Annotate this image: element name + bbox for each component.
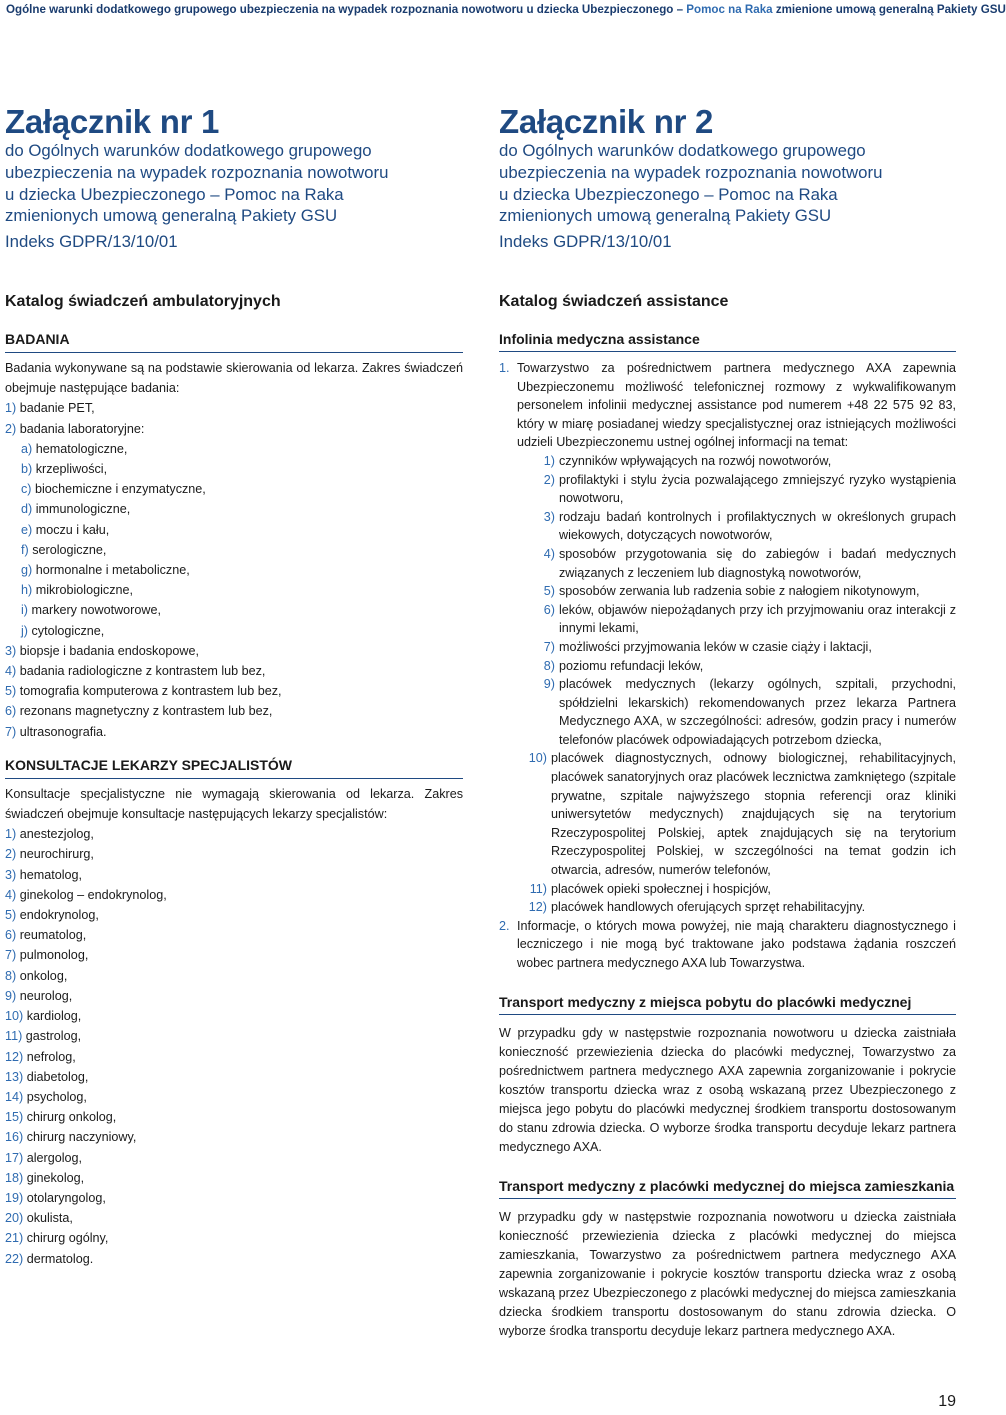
list-item — [499, 675, 956, 749]
list-marker: h) — [21, 583, 33, 598]
list-item — [499, 657, 956, 676]
transport1-text: W przypadku gdy w następstwie rozpoznania nowotworu u dziecka zaistniała konieczność przewiezienia dziecka do placówki medycznej, Towarzystwo za pośrednictwem partnera medycznego AXA zapewnia zorganizowanie i pokrycie kosztów transportu dziecka wraz z osobą wskazaną przez Ubezpieczonego z miejsca jego pobytu do placówki medycznej środkiem transportu dostosowanym do stanu zdrowia dziecka. O wyborze środka transportu decyduje lekarz partnera medycznego AXA. — [499, 1025, 956, 1154]
header-text-end: zmienione umową generalną Pakiety GSU — [772, 3, 1006, 16]
list-item-text: pulmonolog, — [19, 948, 89, 963]
list-item-text: hematologiczne, — [35, 441, 128, 456]
list-item — [499, 601, 956, 638]
list-marker: 5) — [5, 908, 17, 923]
list-item-text: czynników wpływających na rozwój nowotworów, — [559, 453, 832, 468]
list-item — [21, 600, 463, 620]
list-marker: 4) — [5, 664, 17, 679]
list-item-text: neurolog, — [19, 988, 73, 1003]
list-marker: 7) — [5, 724, 17, 739]
list-item-text: immunologiczne, — [35, 502, 131, 517]
list-marker: 5) — [543, 584, 555, 599]
paragraph-number: 2. — [499, 918, 510, 933]
annex2-subtitle-line: zmienionych umową generalną Pakiety GSU — [499, 206, 832, 226]
list-marker: 7) — [5, 948, 17, 963]
list-item — [5, 1127, 463, 1147]
list-marker: 20) — [5, 1211, 24, 1226]
list-marker: 6) — [543, 602, 555, 617]
list-marker: c) — [21, 482, 32, 497]
list-item — [21, 459, 463, 479]
list-item — [21, 560, 463, 580]
list-item-text: otolaryngolog, — [26, 1190, 106, 1205]
list-item-text: mikrobiologiczne, — [35, 583, 133, 598]
list-item-text: profilaktyki i stylu życia pozwalającego zmniejszyć ryzyko wystąpienia nowotworu, — [559, 472, 956, 506]
list-marker: 21) — [5, 1231, 24, 1246]
list-item — [5, 1228, 463, 1248]
list-marker: 5) — [5, 684, 17, 699]
list-item-text: diabetolog, — [26, 1069, 89, 1084]
list-item-text: placówek handlowych oferujących sprzęt rehabilitacyjny. — [551, 900, 866, 915]
list-item — [5, 824, 463, 844]
list-item-text: hormonalne i metaboliczne, — [35, 563, 190, 578]
transport2-section — [499, 1177, 956, 1341]
list-item-text: nefrolog, — [26, 1049, 76, 1064]
list-item-text: tomografia komputerowa z kontrastem lub bez, — [19, 684, 282, 699]
list-marker: 12) — [528, 900, 547, 915]
list-item-text: badania radiologiczne z kontrastem lub bez, — [19, 664, 266, 679]
annex1-subtitle — [5, 140, 388, 227]
list-item-text: reumatolog, — [19, 928, 87, 943]
list-marker: 18) — [5, 1170, 24, 1185]
list-item — [499, 471, 956, 508]
list-marker: 22) — [5, 1251, 24, 1266]
list-marker: 9) — [543, 677, 555, 692]
list-item-text: dermatolog. — [26, 1251, 94, 1266]
list-item — [5, 1047, 463, 1067]
annex1-index: Indeks GDPR/13/10/01 — [5, 232, 178, 251]
list-item — [499, 452, 956, 471]
list-marker: 11) — [529, 881, 547, 896]
konsultacje-heading: KONSULTACJE LEKARZY SPECJALISTÓW — [5, 756, 463, 779]
annex1-subtitle-line: ubezpieczenia na wypadek rozpoznania nowotworu — [5, 162, 389, 182]
annex1-subtitle-line: zmienionych umową generalną Pakiety GSU — [5, 206, 338, 226]
list-item — [5, 1168, 463, 1188]
list-item — [499, 582, 956, 601]
transport1-section — [499, 993, 956, 1157]
badania-list — [5, 398, 463, 438]
list-item — [499, 880, 956, 899]
infolinia-paragraph-1 — [499, 359, 956, 452]
list-marker: 16) — [5, 1130, 24, 1145]
list-item-text: chirurg onkolog, — [26, 1110, 117, 1125]
list-item — [5, 398, 463, 418]
list-item — [499, 898, 956, 917]
list-marker: 3) — [5, 867, 17, 882]
list-item-text: placówek diagnostycznych, odnowy biologicznej, rehabilitacyjnych, placówek sanatoryjnych oraz placówek lecznictwa zamkniętego (szpitale prywatne, szpitale najwyższego stopnia referencji oraz kliniki uniwersytetów medycznych) znajdujących się na terytorium Rzeczypospolitej Polskiej, aptek znajdujących się na terytorium Rzeczypospolitej Polskiej, w szczególności na temat godzin ich otwarcia, adresów, numerów telefonów, — [551, 751, 956, 878]
list-item — [21, 439, 463, 459]
list-item — [5, 1006, 463, 1026]
list-item-text: chirurg ogólny, — [26, 1231, 109, 1246]
list-marker: 14) — [5, 1089, 24, 1104]
list-marker: 12) — [5, 1049, 24, 1064]
list-item — [5, 1188, 463, 1208]
annex2-subtitle-line: u dziecka Ubezpieczonego – Pomoc na Raka — [499, 184, 838, 204]
list-marker: 10) — [5, 1009, 24, 1024]
list-marker: g) — [21, 563, 33, 578]
list-item — [5, 681, 463, 701]
list-item-text: rezonans magnetyczny z kontrastem lub bez, — [19, 704, 273, 719]
list-marker: 11) — [5, 1029, 23, 1044]
list-item — [5, 945, 463, 965]
list-item-text: chirurg naczyniowy, — [26, 1130, 137, 1145]
transport1-heading: Transport medyczny z miejsca pobytu do placówki medycznej — [499, 993, 956, 1015]
list-item — [499, 508, 956, 545]
list-item-text: serologiczne, — [32, 542, 107, 557]
list-item-text: okulista, — [26, 1211, 73, 1226]
header-product-name: Pomoc na Raka — [686, 3, 773, 16]
list-marker: 9) — [5, 988, 17, 1003]
list-item — [21, 520, 463, 540]
list-item-text: placówek medycznych (lekarzy ogólnych, szpitali, przychodni, spółdzielni lekarskich) rekomendowanych przez lekarza Partnera Medycznego AXA, w szczególności: adresów, godzin pracy i numerów telefonów placówek odpowiadających potrzebom dziecka, — [559, 677, 956, 747]
annex2-subtitle-line: do Ogólnych warunków dodatkowego grupowego — [499, 141, 866, 160]
list-item-text: cytologiczne, — [31, 623, 105, 638]
annex2-index: Indeks GDPR/13/10/01 — [499, 232, 672, 251]
list-item-text: gastrolog, — [25, 1029, 82, 1044]
list-marker: 3) — [5, 643, 17, 658]
running-header — [6, 3, 1006, 16]
infolinia-paragraph-2 — [499, 917, 956, 973]
list-item — [5, 905, 463, 925]
list-marker: 1) — [543, 453, 555, 468]
list-item-text: rodzaju badań kontrolnych i profilaktycznych w określonych grupach wiekowych, dotyczących nowotworów, — [559, 509, 956, 543]
badania-sublist — [5, 439, 463, 641]
annex1-title: Załącznik nr 1 — [5, 103, 220, 140]
list-item — [499, 638, 956, 657]
list-marker: 2) — [5, 847, 17, 862]
list-item-text: badanie PET, — [19, 401, 95, 416]
list-marker: 1) — [5, 827, 17, 842]
list-item — [5, 1067, 463, 1087]
list-item-text: kardiolog, — [26, 1009, 82, 1024]
list-item-text: alergolog, — [26, 1150, 83, 1165]
list-marker: f) — [21, 542, 29, 557]
badania-intro: Badania wykonywane są na podstawie skierowania od lekarza. Zakres świadczeń obejmuje następujące badania: — [5, 361, 463, 396]
paragraph-number: 1. — [499, 361, 510, 375]
list-marker: a) — [21, 441, 33, 456]
list-marker: 8) — [5, 968, 17, 983]
annex2-subtitle — [499, 140, 882, 227]
list-marker: e) — [21, 522, 33, 537]
list-item-text: biochemiczne i enzymatyczne, — [35, 482, 206, 497]
list-marker: b) — [21, 462, 33, 477]
list-item — [5, 1249, 463, 1269]
list-item-text: endokrynolog, — [19, 908, 99, 923]
list-item — [5, 1087, 463, 1107]
list-item — [5, 885, 463, 905]
list-item — [5, 865, 463, 885]
list-item — [5, 722, 463, 742]
list-item-text: krzepliwości, — [35, 462, 108, 477]
transport2-text: W przypadku gdy w następstwie rozpoznania nowotworu u dziecka zaistniała konieczność przewiezienia dziecka z placówki medycznej do miejsca zamieszkania, Towarzystwo za pośrednictwem partnera medycznego AXA zapewnia zorganizowanie i pokrycie kosztów transportu dziecka wraz z osobą wskazaną przez Ubezpieczonego z placówki medycznej do miejsca zamieszkania dziecka środkiem transportu dostosowanym do stanu zdrowia dziecka. O wyborze środka transportu decyduje lekarz partnera medycznego AXA. — [499, 1209, 956, 1338]
list-item-text: sposobów przygotowania się do zabiegów i badań medycznych związanych z leczeniem lub diagnostyką nowotworów, — [559, 546, 956, 580]
page-number: 19 — [938, 1393, 956, 1410]
list-item — [5, 966, 463, 986]
list-marker: 6) — [5, 704, 17, 719]
infolinia-heading: Infolinia medyczna assistance — [499, 330, 956, 352]
annex1-subtitle-line: do Ogólnych warunków dodatkowego grupowego — [5, 141, 372, 160]
list-item — [21, 580, 463, 600]
paragraph-text: Towarzystwo za pośrednictwem partnera medycznego AXA zapewnia Ubezpieczonemu możliwość telefonicznej rozmowy z wykwalifikowanym personelem infolinii medycznej assistance pod numerem +48 22 575 92 83, który w miarę posiadanej wiedzy specjalistycznej oraz istniejących możliwości udzieli Ubezpieczonemu ustnej ogólnej informacji na temat: — [517, 361, 956, 450]
list-marker: 13) — [5, 1069, 24, 1084]
annex2-subtitle-line: ubezpieczenia na wypadek rozpoznania nowotworu — [499, 162, 883, 182]
list-item-text: poziomu refundacji leków, — [559, 658, 704, 673]
list-item-text: moczu i kału, — [35, 522, 110, 537]
list-item — [5, 419, 463, 439]
list-item — [21, 479, 463, 499]
list-marker: 8) — [543, 658, 555, 673]
badania-heading: BADANIA — [5, 330, 463, 353]
infolinia-list — [499, 452, 956, 917]
list-item — [499, 545, 956, 582]
konsultacje-intro: Konsultacje specjalistyczne nie wymagają skierowania od lekarza. Zakres świadczeń obejmuje konsultacje następujących lekarzy specjalistów: — [5, 786, 463, 822]
right-content — [499, 330, 956, 1341]
list-marker: 2) — [543, 472, 555, 487]
list-marker: 3) — [543, 509, 555, 524]
konsultacje-list — [5, 824, 463, 1268]
list-item-text: sposobów zerwania lub radzenia sobie z nałogiem nikotynowym, — [559, 584, 920, 599]
list-marker: 19) — [5, 1190, 24, 1205]
badania-list-continued — [5, 641, 463, 742]
list-marker: 15) — [5, 1110, 24, 1125]
list-item — [5, 925, 463, 945]
list-item — [21, 621, 463, 641]
list-marker: 7) — [543, 639, 555, 654]
list-item-text: badania laboratoryjne: — [19, 421, 145, 436]
list-marker: i) — [21, 603, 28, 618]
list-item-text: ginekolog, — [26, 1170, 85, 1185]
list-item — [5, 701, 463, 721]
list-marker: 2) — [5, 421, 17, 436]
list-marker: d) — [21, 502, 33, 517]
list-item-text: neurochirurg, — [19, 847, 94, 862]
annex1-subtitle-line: u dziecka Ubezpieczonego – Pomoc na Raka — [5, 184, 344, 204]
list-item — [21, 499, 463, 519]
list-item-text: możliwości przyjmowania leków w czasie ciąży i laktacji, — [559, 639, 872, 654]
left-content — [5, 330, 463, 1269]
list-marker: 6) — [5, 928, 17, 943]
list-marker: 4) — [5, 887, 17, 902]
list-item — [5, 986, 463, 1006]
list-item-text: onkolog, — [19, 968, 68, 983]
list-item — [5, 661, 463, 681]
left-catalog-title: Katalog świadczeń ambulatoryjnych — [5, 293, 281, 310]
list-item-text: hematolog, — [19, 867, 83, 882]
list-item-text: biopsje i badania endoskopowe, — [19, 643, 199, 658]
list-marker: j) — [21, 623, 28, 638]
list-item-text: placówek opieki społecznej i hospicjów, — [551, 881, 771, 896]
list-item-text: ultrasonografia. — [19, 724, 107, 739]
list-item — [5, 1148, 463, 1168]
list-item — [5, 1208, 463, 1228]
list-marker: 10) — [528, 751, 547, 766]
list-item — [499, 749, 956, 879]
list-item-text: anestezjolog, — [19, 827, 94, 842]
annex2-title: Załącznik nr 2 — [499, 103, 714, 140]
paragraph-text: Informacje, o których mowa powyżej, nie mają charakteru diagnostycznego i leczniczego i nie mogą być traktowane jako podstawa żądania roszczeń wobec partnera medycznego AXA lub Towarzystwa. — [517, 918, 956, 970]
list-item — [5, 1107, 463, 1127]
list-item — [5, 1026, 463, 1046]
list-item-text: ginekolog – endokrynolog, — [19, 887, 167, 902]
list-item — [5, 641, 463, 661]
list-item-text: leków, objawów niepożądanych przy ich przyjmowaniu oraz interakcji z innymi lekami, — [559, 602, 956, 636]
list-marker: 4) — [543, 546, 555, 561]
header-text: Ogólne warunki dodatkowego grupowego ubezpieczenia na wypadek rozpoznania nowotworu u dziecka Ubezpieczonego – — [6, 3, 687, 16]
list-marker: 17) — [5, 1150, 24, 1165]
right-catalog-title: Katalog świadczeń assistance — [499, 293, 729, 310]
list-item-text: markery nowotworowe, — [31, 603, 161, 618]
list-item — [21, 540, 463, 560]
transport2-heading: Transport medyczny z placówki medycznej do miejsca zamieszkania — [499, 1177, 956, 1199]
list-item — [5, 844, 463, 864]
list-item-text: psycholog, — [26, 1089, 87, 1104]
list-marker: 1) — [5, 401, 17, 416]
